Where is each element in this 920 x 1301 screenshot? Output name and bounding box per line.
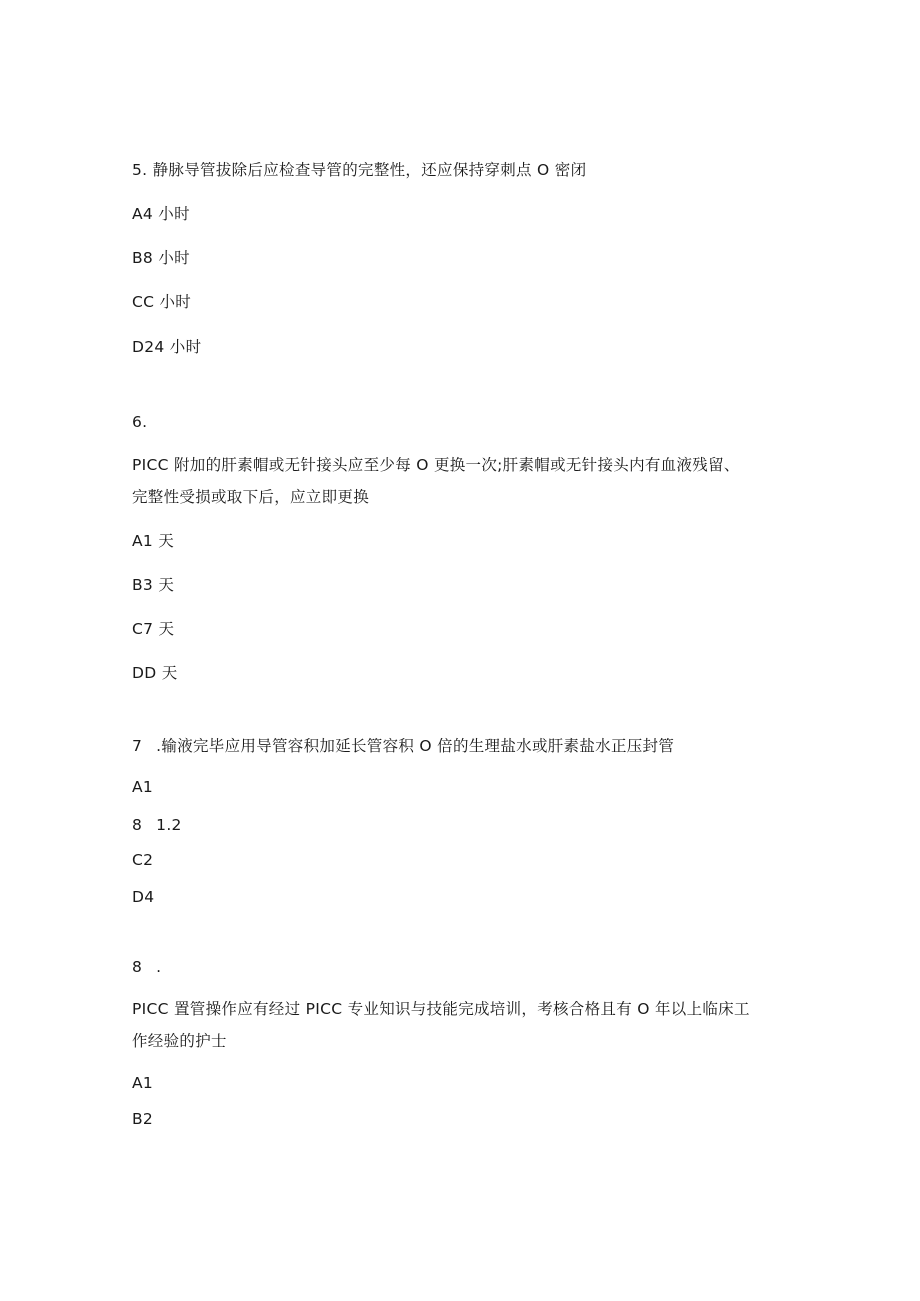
q7-option-b-row bbox=[132, 815, 182, 835]
q8-stem-line2: 作经验的护士 bbox=[132, 1032, 227, 1050]
q6-number: 6. bbox=[132, 413, 148, 431]
q6-option-a: A1 天 bbox=[132, 532, 175, 550]
q6-stem-line2: 完整性受损或取下后，应立即更换 bbox=[132, 488, 370, 506]
q8-option-a: A1 bbox=[132, 1074, 154, 1092]
q8-dot: . bbox=[156, 958, 162, 976]
q7-option-a: A1 bbox=[132, 778, 154, 796]
q8-number: 8 bbox=[132, 958, 143, 976]
q5-stem: 5. 静脉导管拔除后应检查导管的完整性，还应保持穿刺点 O 密闭 bbox=[132, 161, 587, 179]
q8-stem-line1: PICC 置管操作应有经过 PICC 专业知识与技能完成培训，考核合格且有 O 年以上临床工 bbox=[132, 1000, 750, 1018]
q7-number: 7 bbox=[132, 737, 143, 755]
q5-option-d: D24 小时 bbox=[132, 338, 202, 356]
q8-option-b: B2 bbox=[132, 1110, 154, 1128]
q7-option-b-label: 8 bbox=[132, 816, 143, 834]
q6-option-b: B3 天 bbox=[132, 576, 175, 594]
q6-option-c: C7 天 bbox=[132, 620, 175, 638]
q7-option-b-value: 1.2 bbox=[156, 816, 182, 834]
q7-stem-row bbox=[132, 736, 674, 756]
q8-number-row bbox=[132, 957, 161, 977]
q5-option-a: A4 小时 bbox=[132, 205, 190, 223]
q6-option-d: DD 天 bbox=[132, 664, 178, 682]
q7-stem: .输液完毕应用导管容积加延长管容积 O 倍的生理盐水或肝素盐水正压封管 bbox=[156, 737, 675, 755]
q5-option-c: CC 小时 bbox=[132, 293, 192, 311]
q6-stem-line1: PICC 附加的肝素帽或无针接头应至少每 O 更换一次;肝素帽或无针接头内有血液残留、 bbox=[132, 456, 740, 474]
q7-option-d: D4 bbox=[132, 888, 155, 906]
q5-option-b: B8 小时 bbox=[132, 249, 190, 267]
q7-option-c: C2 bbox=[132, 851, 154, 869]
